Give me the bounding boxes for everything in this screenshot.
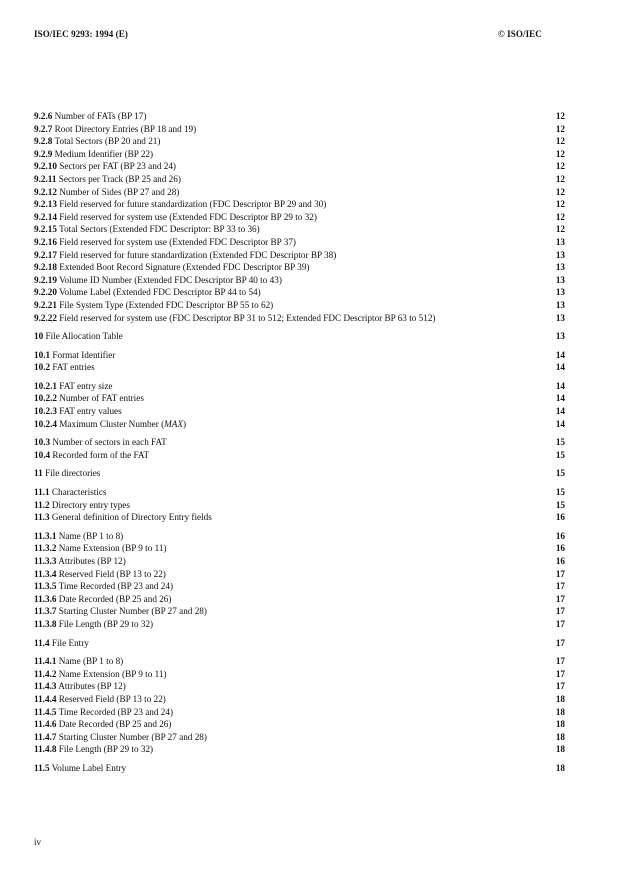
toc-entry[interactable] — [34, 743, 565, 756]
toc-entry-text — [34, 405, 543, 418]
toc-entry-text — [34, 655, 543, 668]
toc-entry[interactable] — [34, 668, 565, 681]
page-number: iv — [34, 837, 42, 847]
toc-entry-page: 17 — [555, 668, 565, 679]
toc-entry-page: 18 — [555, 706, 565, 717]
toc-entry-text — [34, 223, 543, 236]
toc-entry-title: Name Extension (BP 9 to 11) — [58, 668, 167, 679]
toc-entry-number: 10.1 — [34, 349, 51, 360]
toc-entry-number: 9.2.7 — [34, 123, 53, 134]
toc-entry-title: Directory entry types — [51, 499, 130, 510]
toc-entry-title: General definition of Directory Entry fields — [51, 512, 212, 523]
toc-entry-title: Reserved Field (BP 13 to 22) — [58, 568, 166, 579]
toc-entry-page: 13 — [555, 262, 565, 273]
toc-entry-title: Starting Cluster Number (BP 27 and 28) — [58, 606, 207, 617]
toc-entry[interactable] — [34, 299, 565, 312]
toc-entry-number: 11.3.7 — [34, 606, 57, 617]
toc-entry-text — [34, 392, 543, 405]
toc-entry-page: 17 — [555, 568, 565, 579]
toc-entry-number: 9.2.9 — [34, 148, 53, 159]
toc-entry-text — [34, 511, 543, 524]
toc-entry-text — [34, 198, 543, 211]
toc-entry-page: 18 — [555, 693, 565, 704]
toc-entry-text — [34, 668, 543, 681]
toc-entry-text — [34, 312, 543, 325]
toc-entry-text — [34, 261, 543, 274]
toc-entry-title: Name (BP 1 to 8) — [58, 530, 124, 541]
toc-entry-number: 10.4 — [34, 449, 51, 460]
toc-entry[interactable] — [34, 693, 565, 706]
toc-entry-page: 13 — [555, 287, 565, 298]
toc-entry-text — [34, 173, 543, 186]
toc-entry-number: 11.3.2 — [34, 543, 57, 554]
toc-entry-title: Format Identifier — [52, 349, 116, 360]
toc-entry-text — [34, 706, 543, 719]
toc-entry[interactable] — [34, 655, 565, 668]
toc-entry-text — [34, 467, 543, 480]
toc-entry-page: 14 — [555, 418, 565, 429]
toc-entry-text — [34, 762, 543, 775]
toc-entry-title: Field reserved for future standardization (FDC Descriptor BP 29 and 30) — [59, 199, 327, 210]
toc-entry-page: 17 — [555, 681, 565, 692]
toc-entry-number: 11.4 — [34, 637, 50, 648]
toc-entry-number: 10 — [34, 331, 44, 342]
toc-entry-page: 13 — [555, 274, 565, 285]
toc-entry-page: 17 — [555, 593, 565, 604]
toc-entry-page: 13 — [555, 299, 565, 310]
toc-entry-text — [34, 718, 543, 731]
toc-entry-page: 14 — [555, 393, 565, 404]
toc-entry-text — [34, 274, 543, 287]
toc-entry-title: File Allocation Table — [45, 331, 123, 342]
toc-entry-number: 11.4.7 — [34, 731, 57, 742]
toc-entry-title: Reserved Field (BP 13 to 22) — [58, 693, 166, 704]
toc-entry-number: 9.2.6 — [34, 111, 53, 121]
toc-entry-title: Number of FATs (BP 17) — [54, 111, 147, 121]
toc-entry[interactable] — [34, 530, 565, 543]
toc-entry[interactable] — [34, 223, 565, 236]
toc-entry-page: 15 — [555, 449, 565, 460]
toc-entry-number: 11.3.4 — [34, 568, 57, 579]
toc-entry-number: 11.3.8 — [34, 618, 57, 629]
toc-entry-number: 11.5 — [34, 762, 50, 773]
toc-entry-text — [34, 186, 543, 199]
toc-entry[interactable] — [34, 148, 565, 161]
toc-entry-text — [34, 637, 543, 650]
toc-entry-number: 11.2 — [34, 499, 50, 510]
toc-entry-page: 16 — [555, 556, 565, 566]
toc-entry-text — [34, 249, 543, 262]
toc-entry-page: 16 — [555, 530, 565, 541]
toc-entry-title: Volume ID Number (Extended FDC Descriptor BP 40 to 43) — [59, 274, 282, 285]
toc-entry-text — [34, 530, 543, 543]
toc-entry-number: 9.2.8 — [34, 136, 53, 147]
toc-entry-title: Date Recorded (BP 25 and 26) — [58, 719, 172, 730]
toc-entry-number: 9.2.12 — [34, 186, 57, 197]
toc-entry-number: 11.4.4 — [34, 693, 57, 704]
toc-entry-text — [34, 618, 543, 631]
toc-entry-title: Name (BP 1 to 8) — [58, 656, 124, 667]
toc-entry-number: 9.2.22 — [34, 312, 57, 323]
toc-entry-page: 12 — [555, 211, 565, 222]
toc-entry-page: 12 — [555, 199, 565, 210]
toc-entry-number: 11.3 — [34, 512, 50, 523]
toc-entry-page: 15 — [555, 468, 565, 479]
toc-entry[interactable] — [34, 361, 565, 374]
toc-entry-page: 13 — [555, 249, 565, 260]
toc-entry-title: Recorded form of the FAT — [52, 449, 150, 460]
toc-entry[interactable] — [34, 637, 565, 650]
toc-entry-title: Volume Label Entry — [51, 762, 127, 773]
toc-entry[interactable] — [34, 236, 565, 249]
toc-entry[interactable] — [34, 274, 565, 287]
toc-entry-page: 13 — [555, 331, 565, 342]
toc-entry-text — [34, 449, 543, 462]
toc-entry[interactable] — [34, 418, 565, 431]
toc-entry-text — [34, 299, 543, 312]
toc-entry-text — [34, 330, 543, 343]
toc-entry-title: Root Directory Entries (BP 18 and 19) — [54, 123, 197, 134]
toc-entry[interactable] — [34, 706, 565, 719]
toc-entry-number: 10.2.2 — [34, 393, 57, 404]
toc-entry-title: Number of sectors in each FAT — [52, 437, 167, 448]
toc-entry[interactable] — [34, 286, 565, 299]
toc-entry-number: 9.2.21 — [34, 299, 57, 310]
toc-entry-title: FAT entry values — [59, 406, 122, 417]
toc-entry-text — [34, 580, 543, 593]
toc-entry-number: 11.3.5 — [34, 581, 57, 592]
toc-entry-text — [34, 148, 543, 161]
toc-entry-suffix: ) — [183, 418, 187, 429]
toc-entry-number: 9.2.16 — [34, 236, 57, 247]
toc-entry-title: File System Type (Extended FDC Descriptor BP 55 to 62) — [59, 299, 274, 310]
toc-entry-title: Starting Cluster Number (BP 27 and 28) — [58, 731, 207, 742]
toc-entry-number: 9.2.17 — [34, 249, 57, 260]
toc-entry-page: 12 — [555, 224, 565, 235]
toc-entry-title: Total Sectors (BP 20 and 21) — [54, 136, 161, 147]
toc-entry-text — [34, 135, 543, 148]
toc-entry-page: 14 — [555, 406, 565, 417]
toc-entry-text — [34, 731, 543, 744]
toc-entry-number: 11 — [34, 468, 43, 479]
toc-entry-title: File Entry — [51, 637, 89, 648]
toc-entry-title: Name Extension (BP 9 to 11) — [58, 543, 167, 554]
toc-entry-page: 12 — [555, 148, 565, 159]
toc-entry-title: Field reserved for future standardization (Extended FDC Descriptor BP 38) — [59, 249, 337, 260]
toc-entry-number: 11.4.2 — [34, 668, 57, 679]
toc-entry[interactable] — [34, 511, 565, 524]
toc-entry-title: File Length (BP 29 to 32) — [58, 744, 154, 755]
toc-entry-page: 12 — [555, 186, 565, 197]
toc-entry-page: 17 — [555, 637, 565, 648]
toc-entry[interactable] — [34, 160, 565, 173]
toc-entry-number: 10.3 — [34, 437, 51, 448]
toc-entry-number: 10.2.1 — [34, 380, 57, 391]
toc-entry-page: 18 — [555, 744, 565, 755]
toc-entry-page: 13 — [555, 236, 565, 247]
table-of-contents — [34, 110, 565, 775]
toc-entry[interactable] — [34, 261, 565, 274]
toc-entry-title: Volume Label (Extended FDC Descriptor BP 44 to 54) — [59, 287, 261, 298]
toc-entry-text — [34, 555, 543, 568]
toc-entry-italic: MAX — [164, 418, 184, 429]
toc-entry-number: 11.4.8 — [34, 744, 57, 755]
toc-entry[interactable] — [34, 173, 565, 186]
toc-entry-number: 11.4.5 — [34, 706, 57, 717]
toc-entry-number: 10.2.3 — [34, 406, 57, 417]
toc-entry-title: Maximum Cluster Number ( — [59, 418, 165, 429]
toc-entry-number: 11.4.3 — [34, 681, 57, 692]
toc-entry[interactable] — [34, 555, 565, 568]
toc-entry[interactable] — [34, 449, 565, 462]
toc-entry[interactable] — [34, 312, 565, 325]
toc-entry-number: 9.2.14 — [34, 211, 57, 222]
toc-entry[interactable] — [34, 568, 565, 581]
toc-entry-text — [34, 593, 543, 606]
toc-entry[interactable] — [34, 605, 565, 618]
header-copyright: © ISO/IEC — [498, 29, 542, 39]
toc-entry-number: 9.2.11 — [34, 173, 57, 184]
toc-entry-page: 14 — [555, 380, 565, 391]
toc-entry-text — [34, 361, 543, 374]
toc-entry[interactable] — [34, 731, 565, 744]
toc-entry-page: 17 — [555, 581, 565, 592]
toc-entry-title: Time Recorded (BP 23 and 24) — [58, 581, 174, 592]
toc-entry[interactable] — [34, 392, 565, 405]
toc-entry-title: File directories — [44, 468, 101, 479]
toc-entry[interactable] — [34, 135, 565, 148]
toc-entry-page: 15 — [555, 487, 565, 498]
toc-entry-number: 11.3.6 — [34, 593, 57, 604]
header-standard-id: ISO/IEC 9293: 1994 (E) — [34, 29, 128, 39]
toc-entry[interactable] — [34, 123, 565, 136]
toc-entry[interactable] — [34, 405, 565, 418]
toc-entry-title: Sectors per FAT (BP 23 and 24) — [59, 161, 176, 172]
toc-entry-page: 13 — [555, 312, 565, 323]
toc-entry-text — [34, 568, 543, 581]
toc-entry[interactable] — [34, 380, 565, 393]
toc-entry-page: 18 — [555, 719, 565, 730]
toc-entry-number: 9.2.15 — [34, 224, 57, 235]
toc-entry-text — [34, 349, 543, 362]
toc-entry-text — [34, 542, 543, 555]
toc-entry[interactable] — [34, 467, 565, 480]
toc-entry-number: 9.2.10 — [34, 161, 57, 172]
toc-entry-number: 11.4.6 — [34, 719, 57, 730]
toc-entry-page: 17 — [555, 656, 565, 667]
toc-entry-title: File Length (BP 29 to 32) — [58, 618, 154, 629]
toc-entry-number: 11.3.1 — [34, 530, 57, 541]
toc-entry[interactable] — [34, 436, 565, 449]
toc-entry[interactable] — [34, 110, 565, 123]
toc-entry-number: 9.2.19 — [34, 274, 57, 285]
toc-entry-number: 11.3.3 — [34, 556, 57, 566]
toc-entry-text — [34, 486, 543, 499]
toc-entry-page: 18 — [555, 731, 565, 742]
toc-entry-text — [34, 499, 543, 512]
toc-entry-title: Attributes (BP 12) — [58, 681, 126, 692]
toc-entry-title: Time Recorded (BP 23 and 24) — [58, 706, 174, 717]
toc-entry[interactable] — [34, 762, 565, 775]
toc-entry-title: FAT entry size — [59, 380, 113, 391]
toc-entry-page: 15 — [555, 437, 565, 448]
toc-entry-page: 12 — [555, 173, 565, 184]
toc-entry-title: FAT entries — [52, 362, 95, 373]
toc-entry-text — [34, 743, 543, 756]
toc-entry-title: Characteristics — [51, 487, 107, 498]
toc-entry-page: 14 — [555, 362, 565, 373]
toc-entry-page: 15 — [555, 499, 565, 510]
toc-entry-text — [34, 380, 543, 393]
toc-entry[interactable] — [34, 486, 565, 499]
toc-entry-title: Total Sectors (Extended FDC Descriptor: BP 33 to 36) — [59, 224, 260, 235]
toc-entry-text — [34, 436, 543, 449]
toc-entry-text — [34, 680, 543, 693]
toc-entry-number: 10.2.4 — [34, 418, 57, 429]
toc-entry-number: 11.4.1 — [34, 656, 57, 667]
toc-entry-title: Field reserved for system use (Extended FDC Descriptor BP 37) — [59, 236, 296, 247]
toc-entry[interactable] — [34, 349, 565, 362]
toc-entry[interactable] — [34, 249, 565, 262]
toc-entry-page: 16 — [555, 512, 565, 523]
toc-entry-page: 16 — [555, 543, 565, 554]
toc-entry-text — [34, 211, 543, 224]
toc-entry[interactable] — [34, 580, 565, 593]
toc-entry-number: 9.2.18 — [34, 262, 57, 273]
toc-entry-page: 17 — [555, 618, 565, 629]
toc-entry-page: 18 — [555, 762, 565, 773]
toc-entry[interactable] — [34, 186, 565, 199]
toc-entry-text — [34, 160, 543, 173]
toc-entry-title: Medium Identifier (BP 22) — [54, 148, 154, 159]
toc-entry-title: Number of Sides (BP 27 and 28) — [59, 186, 180, 197]
toc-entry-page: 17 — [555, 606, 565, 617]
toc-entry-text — [34, 110, 543, 123]
toc-entry-title: Sectors per Track (BP 25 and 26) — [58, 173, 181, 184]
toc-entry-title: Number of FAT entries — [59, 393, 144, 404]
toc-entry[interactable] — [34, 198, 565, 211]
toc-entry-text — [34, 236, 543, 249]
toc-entry[interactable] — [34, 718, 565, 731]
toc-entry-title: Extended Boot Record Signature (Extended FDC Descriptor BP 39) — [59, 262, 310, 273]
toc-entry[interactable] — [34, 618, 565, 631]
toc-entry[interactable] — [34, 499, 565, 512]
toc-entry-text — [34, 693, 543, 706]
toc-entry-page: 12 — [555, 123, 565, 134]
toc-entry-title: Attributes (BP 12) — [58, 556, 126, 566]
toc-entry-title: Field reserved for system use (FDC Descriptor BP 31 to 512; Extended FDC Descriptor BP 63 to 512) — [59, 312, 436, 323]
toc-entry-number: 9.2.13 — [34, 199, 57, 210]
toc-entry-number: 10.2 — [34, 362, 51, 373]
toc-entry-page: 12 — [555, 161, 565, 172]
toc-entry-text — [34, 286, 543, 299]
toc-entry[interactable] — [34, 211, 565, 224]
toc-entry-text — [34, 605, 543, 618]
toc-entry-text — [34, 123, 543, 136]
toc-entry[interactable] — [34, 542, 565, 555]
toc-entry-title: Date Recorded (BP 25 and 26) — [58, 593, 172, 604]
toc-entry-number: 11.1 — [34, 487, 50, 498]
toc-entry-page: 12 — [555, 111, 565, 121]
toc-entry-text — [34, 418, 543, 431]
toc-entry-number: 9.2.20 — [34, 287, 57, 298]
toc-entry[interactable] — [34, 593, 565, 606]
toc-entry-title: Field reserved for system use (Extended FDC Descriptor BP 29 to 32) — [59, 211, 317, 222]
toc-entry[interactable] — [34, 330, 565, 343]
toc-entry-page: 12 — [555, 136, 565, 147]
toc-entry[interactable] — [34, 680, 565, 693]
toc-entry-page: 14 — [555, 349, 565, 360]
